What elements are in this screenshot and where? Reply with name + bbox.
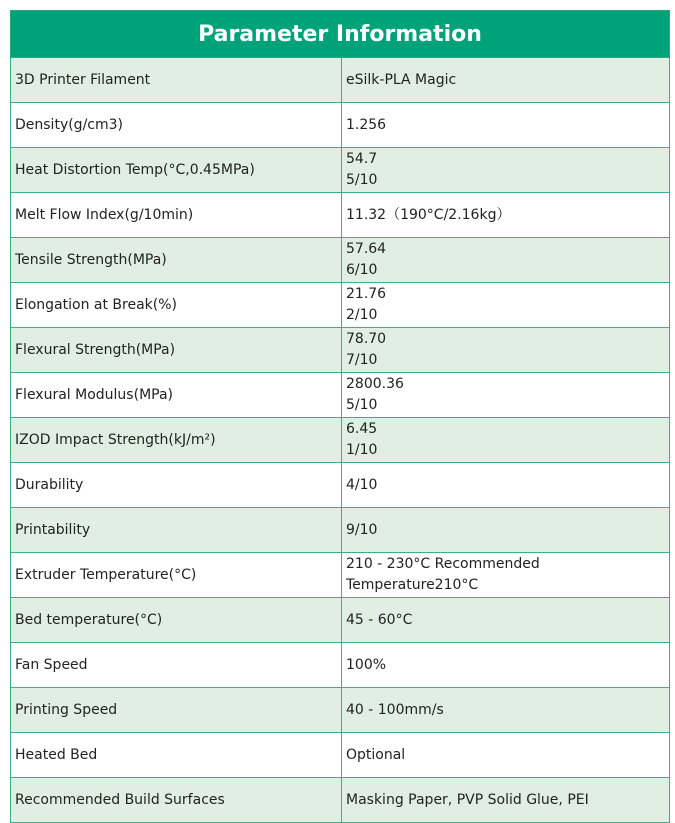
parameter-table [10,10,670,823]
table-row [11,283,670,328]
value-line: 45 - 60°C [346,611,413,628]
parameter-value [342,463,670,508]
parameter-label: Tensile Strength(MPa) [11,238,342,283]
table-row [11,463,670,508]
value-line: 6/10 [346,262,378,278]
parameter-label: Durability [11,463,342,508]
parameter-value [342,58,670,103]
parameter-value [342,508,670,553]
parameter-label: Density(g/cm3) [11,103,342,148]
parameter-label: 3D Printer Filament [11,58,342,103]
value-line: 4/10 [346,476,378,493]
table-row [11,553,670,598]
parameter-label: Elongation at Break(%) [11,283,342,328]
value-line: 78.70 [346,331,387,347]
table-row [11,598,670,643]
table-row [11,58,670,103]
value-line: 1.256 [346,116,387,133]
parameter-value [342,553,670,598]
table-row [11,733,670,778]
value-line: Optional [346,746,406,763]
parameter-label: Flexural Modulus(MPa) [11,373,342,418]
parameter-value [342,688,670,733]
value-line: 6.45 [346,421,378,437]
value-line: 57.64 [346,241,387,257]
parameter-value [342,418,670,463]
parameter-value [342,733,670,778]
parameter-label: Melt Flow Index(g/10min) [11,193,342,238]
value-line: 5/10 [346,397,378,413]
parameter-value [342,238,670,283]
value-line: 21.76 [346,286,387,302]
parameter-value [342,328,670,373]
value-line: 100% [346,656,387,673]
value-line: 40 - 100mm/s [346,701,444,718]
parameter-value [342,778,670,823]
parameter-label: Heat Distortion Temp(°C,0.45MPa) [11,148,342,193]
table-row [11,373,670,418]
table-row [11,328,670,373]
parameter-label: Heated Bed [11,733,342,778]
table-title: Parameter Information [11,11,670,58]
value-line: 7/10 [346,352,378,368]
value-line: 2/10 [346,307,378,323]
value-line: 5/10 [346,172,378,188]
table-row [11,688,670,733]
parameter-label: Flexural Strength(MPa) [11,328,342,373]
parameter-label: Extruder Temperature(°C) [11,553,342,598]
parameter-value [342,103,670,148]
value-line: 210 - 230°C Recommended Temperature210°C [346,556,540,593]
parameter-label: IZOD Impact Strength(kJ/m²) [11,418,342,463]
value-line: 2800.36 [346,376,404,392]
parameter-label: Fan Speed [11,643,342,688]
value-line: 11.32（190°C/2.16kg） [346,206,511,223]
table-row [11,148,670,193]
parameter-value [342,643,670,688]
parameter-value [342,283,670,328]
table-row [11,643,670,688]
table-row [11,193,670,238]
table-row [11,508,670,553]
parameter-value [342,373,670,418]
parameter-value [342,598,670,643]
parameter-label: Printing Speed [11,688,342,733]
value-line: 1/10 [346,442,378,458]
table-row [11,103,670,148]
value-line: eSilk-PLA Magic [346,71,457,88]
value-line: Masking Paper, PVP Solid Glue, PEI [346,791,589,808]
parameter-value [342,148,670,193]
value-line: 9/10 [346,521,378,538]
table-row [11,238,670,283]
value-line: 54.7 [346,151,378,167]
parameter-label: Printability [11,508,342,553]
table-row [11,778,670,823]
table-row [11,418,670,463]
parameter-label: Recommended Build Surfaces [11,778,342,823]
parameter-value [342,193,670,238]
parameter-label: Bed temperature(°C) [11,598,342,643]
